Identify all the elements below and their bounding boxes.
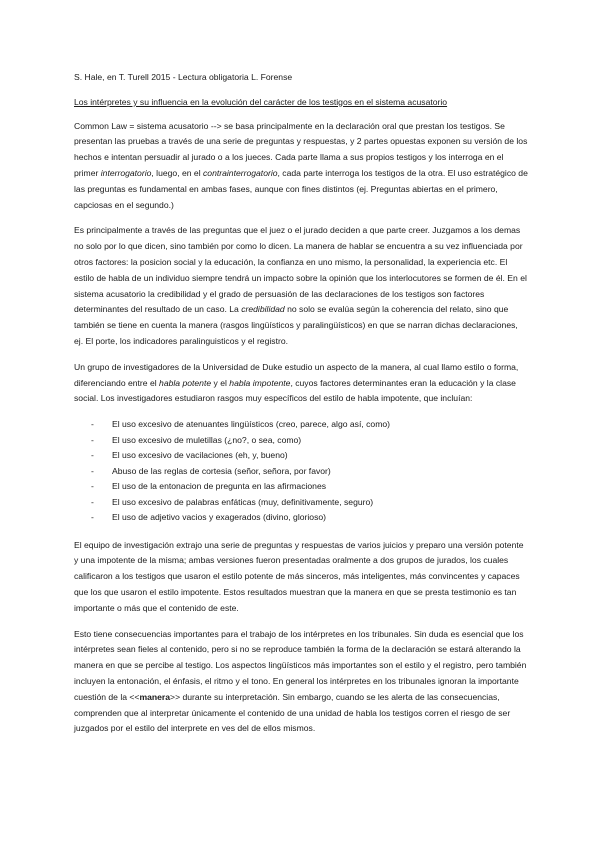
dash-bullet: - [91, 512, 94, 523]
p5-text-a: Esto tiene consecuencias importantes para el trabajo de los intérpretes en los tribunales. Sin duda es esencial que los intérpretes sean fieles al contenido, pero si no se reproduce también la forma de la declaración se estará alterando la manera en que se percibe al testigo. Los aspectos lingüísticos más importantes son el estilo y el registro, pero también incluyen la entonación, el énfasis, el ritmo y el tono. En general los intérpretes en los tribunales ignoran la importante cuestión de la << [74, 628, 527, 702]
paragraph-common-law [74, 119, 528, 214]
p3-text-e: , cuyos factores determinantes eran la educación y la clase social. Los investigadores estudiaron rasgos muy específicos del estilo de habla impotente, que incluían: [74, 377, 516, 404]
list-item-text: El uso de adjetivo vacios y exagerados (divino, glorioso) [112, 512, 327, 523]
p5-bold-manera: manera [139, 691, 171, 702]
list-item-text: El uso excesivo de vacilaciones (eh, y, bueno) [112, 450, 288, 461]
p3-italic-habla-potente: habla potente [159, 377, 212, 388]
list-item-text: El uso excesivo de atenuantes lingüísticos (creo, parece, algo así, como) [112, 419, 391, 430]
paragraph-jury-study: El equipo de investigación extrajo una serie de preguntas y respuestas de varios juicios y preparo una versión potente y una impotente de la misma; ambas versiones fueron presentadas oralmente a dos grupos de jurados, los cuales calificaron a los testigos que usaron el estilo potente de más sinceros, más inteligentes, más convincentes y capaces que los que usaron el estilo impotente. Estos resultados muestran que la manera en que se presta testimonio es tan importante o más que el contenido de este. [74, 539, 524, 613]
list-item-text: El uso excesivo de palabras enfáticas (muy, definitivamente, seguro) [112, 496, 374, 507]
dash-bullet: - [91, 481, 94, 492]
list-item-text: Abuso de las reglas de cortesia (señor, señora, por favor) [112, 465, 331, 476]
list-item [91, 464, 528, 480]
dash-bullet: - [91, 419, 94, 430]
list-item [91, 448, 528, 464]
dash-bullet: - [91, 465, 94, 476]
p2-text-c: no solo se evalúa según la coherencia del relato, sino que también se tiene en cuenta la manera (rasgos lingüísticos y paralingüísticos) en que se narran dichas declaraciones, ej. El porte, los indicadores paralinguisticos y el registro. [74, 304, 518, 346]
dash-bullet: - [91, 450, 94, 461]
paragraph-credibilidad [74, 223, 528, 349]
list-item [91, 495, 528, 511]
p3-text-c: y el [211, 377, 230, 388]
p1-text-a: Common Law = sistema acusatorio --> se basa principalmente en la declaración oral que prestan los testigos. Se presentan las pruebas a través de una serie de preguntas y respuestas, y 2 partes opuestas exponen su versión de los hechos e intentan persuadir al jurado o a los jueces. Cada parte llama a sus propios testigos y los interroga en el primer [74, 120, 528, 178]
p3-text-a: Un grupo de investigadores de la Universidad de Duke estudio un aspecto de la manera, al cual llamo estilo o forma, diferenciando entre el [74, 361, 519, 388]
p1-italic-contrainterrogatorio: contrainterrogatorio [203, 167, 278, 178]
list-item-text: El uso de la entonacion de pregunta en las afirmaciones [112, 481, 327, 492]
p1-text-c: , luego, en el [151, 167, 203, 178]
dash-bullet: - [91, 496, 94, 507]
p2-italic-credibilidad: credibilidad [241, 304, 285, 315]
p1-italic-interrogatorio: interrogatorio [100, 167, 152, 178]
list-item-text: El uso excesivo de muletillas (¿no?, o sea, como) [112, 434, 302, 445]
paragraph-duke-study [74, 360, 528, 407]
p2-text-a: Es principalmente a través de las preguntas que el juez o el jurado deciden a que parte creer. Juzgamos a los demas no solo por lo que dicen, sino también por como lo dicen. La manera de hablar se encuentra a su vez influenciada por otros factores: la posicion social y la educación, la confianza en uno mismo, la personalidad, la experiencia etc. El estilo de habla de un individuo siempre tendrá un impacto sobre la opinión que los interlocutores se formen de él. En el sistema acusatorio la credibilidad y el grado de persuasión de las declaraciones de los testigos son factores determinantes del resultado de un caso. La [74, 225, 527, 315]
list-item [91, 479, 528, 495]
list-item [91, 510, 528, 526]
p5-text-c: >> durante su interpretación. Sin embargo, cuando se les alerta de las consecuencias, comprenden que al interpretar únicamente el contenido de una unidad de habla los testigos corren el riesgo de ser juzgados por el estilo del interprete en ves del de ellos mismos. [74, 691, 511, 734]
p1-text-e: , cada parte interroga los testigos de la otra. El uso estratégico de las preguntas es fundamental en ambas fases, aunque con fines distintos (ej. Preguntas abiertas en el primero, capciosas en el segundo.) [74, 167, 528, 210]
bullet-list [91, 417, 528, 526]
list-item [91, 417, 528, 433]
document-title: Los intérpretes y su influencia en la evolución del carácter de los testigos en el sistema acusatorio [74, 96, 448, 107]
p3-italic-habla-impotente: habla impotente [229, 377, 291, 388]
document-header: S. Hale, en T. Turell 2015 - Lectura obligatoria L. Forense [74, 72, 293, 82]
list-item [91, 433, 528, 449]
document-body [74, 70, 528, 747]
paragraph-interpreters [74, 627, 528, 738]
dash-bullet: - [91, 434, 94, 445]
